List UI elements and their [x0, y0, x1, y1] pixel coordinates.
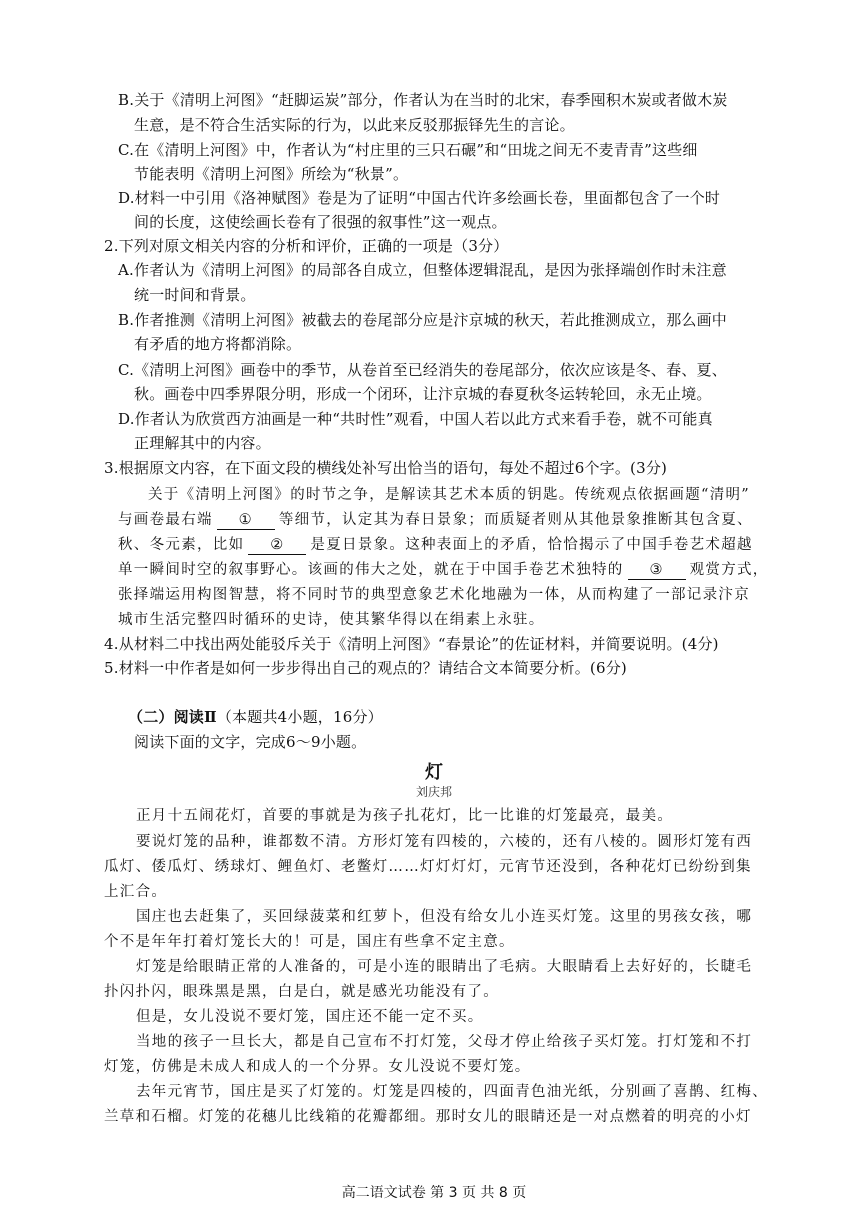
story-p7-line1: 去年元宵节，国庄是买了灯笼的。灯笼是四棱的，四面青色油光纸，分别画了喜鹊、红梅、 [136, 1084, 768, 1100]
q2-option-b-line1: B.作者推测《清明上河图》被截去的卷尾部分应是汴京城的秋天，若此推测成立，那么画中 [118, 311, 727, 329]
q3-passage-line4 [118, 560, 769, 580]
section-note: （本题共4小题，16分） [216, 708, 383, 726]
story-author: 刘庆邦 [415, 785, 452, 799]
q3-text: 是夏日景象。这种表面上的矛盾，恰恰揭示了中国手卷艺术超越 [310, 537, 753, 553]
story-p4-line1: 灯笼是给眼睛正常的人准备的，可是小连的眼睛出了毛病。大眼睛看上去好好的，长睫毛 [136, 959, 753, 975]
q3-passage-line6: 城市生活完整四时循环的史诗，使其繁华得以在绢素上永驻。 [118, 612, 545, 628]
story-p3-line1: 国庄也去赶集了，买回绿菠菜和红萝卜，但没有给女儿小连买灯笼。这里的男孩女孩，哪 [136, 909, 753, 925]
section-header [128, 707, 383, 727]
story-p2-line3: 上汇合。 [104, 884, 168, 900]
q3-blank-1[interactable]: ① [217, 512, 275, 530]
q1-option-d-line1: D.材料一中引用《洛神赋图》卷是为了证明“中国古代许多绘画长卷，里面都包含了一个时 [118, 189, 721, 207]
story-p4-line2: 扑闪扑闪，眼珠黑是黑，白是白，就是感光功能没有了。 [104, 984, 499, 1000]
q2-option-a-line2: 统一时间和背景。 [134, 286, 256, 304]
story-title: 灯 [425, 762, 443, 783]
q2-option-a-line1: A.作者认为《清明上河图》的局部各自成立，但整体逻辑混乱，是因为张择端创作时未注意 [118, 261, 727, 279]
q3-passage-line1: 关于《清明上河图》的时节之争，是解读其艺术本质的钥匙。传统观点依据画题“清明” [148, 487, 751, 503]
story-p2-line2: 瓜灯、倭瓜灯、绣球灯、鲤鱼灯、老鳖灯……灯灯灯灯，元宵节还没到，各种花灯已纷纷到集 [104, 859, 752, 875]
q3-blank-3[interactable]: ③ [628, 562, 686, 580]
story-p3-line2: 个不是年年打着灯笼长大的！可是，国庄有些拿不定主意。 [104, 934, 515, 950]
story-p6-line2: 灯笼，仿佛是未成人和成人的一个分界。女儿没说不要灯笼。 [104, 1059, 531, 1075]
q1-option-c-line1: C.在《清明上河图》中，作者认为“村庄里的三只石碾”和“田垅之间无不麦青青”这些细 [118, 141, 698, 159]
story-p2-line1: 要说灯笼的品种，谁都数不清。方形灯笼有四棱的，六棱的，还有八棱的。圆形灯笼有西 [136, 834, 753, 850]
q3-passage-line5: 张择端运用构图智慧，将不同时节的典型意象艺术化地融为一体，从而构建了一部记录汴京 [118, 587, 750, 603]
q3-text: 单一瞬间时空的叙事野心。该画的伟大之处，就在于中国手卷艺术独特的 [118, 562, 624, 578]
page-footer: 高二语文试卷 第 3 页 共 8 页 [341, 1185, 527, 1201]
q3-text: 秋、冬元素，比如 [118, 537, 245, 553]
q3-passage-line3 [118, 535, 753, 555]
q5-stem: 5.材料一中作者是如何一步步得出自己的观点的？请结合文本简要分析。(6分) [104, 659, 627, 677]
q2-option-d-line2: 正理解其中的内容。 [134, 434, 271, 452]
section-instruction: 阅读下面的文字，完成6～9小题。 [134, 733, 367, 751]
q4-stem: 4.从材料二中找出两处能驳斥关于《清明上河图》“春景论”的佐证材料，并简要说明。(4分) [104, 635, 719, 653]
q1-option-c-line2: 节能表明《清明上河图》所绘为“秋景”。 [134, 165, 409, 183]
section-title: （二）阅读Ⅱ [128, 708, 217, 726]
q3-blank-2[interactable]: ② [248, 537, 306, 555]
q2-option-c-line1: C.《清明上河图》画卷中的季节，从卷首至已经消失的卷尾部分，依次应该是冬、春、夏、 [118, 361, 727, 379]
q1-option-b-line2: 生意，是不符合生活实际的行为，以此来反驳那振铎先生的言论。 [134, 116, 575, 134]
story-p1: 正月十五闹花灯，首要的事就是为孩子扎花灯，比一比谁的灯笼最亮，最美。 [136, 808, 674, 824]
q1-option-d-line2: 间的长度，这使绘画长卷有了很强的叙事性”这一观点。 [134, 213, 507, 231]
q3-text: 观赏方式， [689, 562, 769, 578]
story-p6-line1: 当地的孩子一旦长大，都是自己宣布不打灯笼，父母才停止给孩子买灯笼。打灯笼和不打 [136, 1034, 753, 1050]
q3-passage-line2 [118, 510, 753, 530]
q2-option-b-line2: 有矛盾的地方将都消除。 [134, 335, 302, 353]
q3-text: 等细节，认定其为春日景象；而质疑者则从其他景象推断其包含夏、 [278, 512, 753, 528]
story-p7-line2: 兰草和石榴。灯笼的花穗儿比线箱的花瓣都细。那时女儿的眼睛还是一对点燃着的明亮的小灯 [104, 1109, 752, 1125]
story-p5: 但是，女儿没说不要灯笼，国庄还不能一定不买。 [136, 1009, 484, 1025]
q3-text: 与画卷最右端 [118, 512, 213, 528]
q2-option-c-line2: 秋。画卷中四季界限分明，形成一个闭环，让汴京城的春夏秋冬运转轮回，永无止境。 [134, 385, 712, 403]
q2-stem: 2.下列对原文相关内容的分析和评价，正确的一项是（3分） [104, 237, 509, 255]
q2-option-d-line1: D.作者认为欣赏西方油画是一种“共时性”观看，中国人若以此方式来看手卷，就不可能真 [118, 410, 713, 428]
q1-option-b-line1: B.关于《清明上河图》“赶脚运炭”部分，作者认为在当时的北宋，春季囤积木炭或者做木炭 [118, 91, 728, 109]
q3-stem: 3.根据原文内容，在下面文段的横线处补写出恰当的语句，每处不超过6个字。(3分) [104, 459, 668, 477]
